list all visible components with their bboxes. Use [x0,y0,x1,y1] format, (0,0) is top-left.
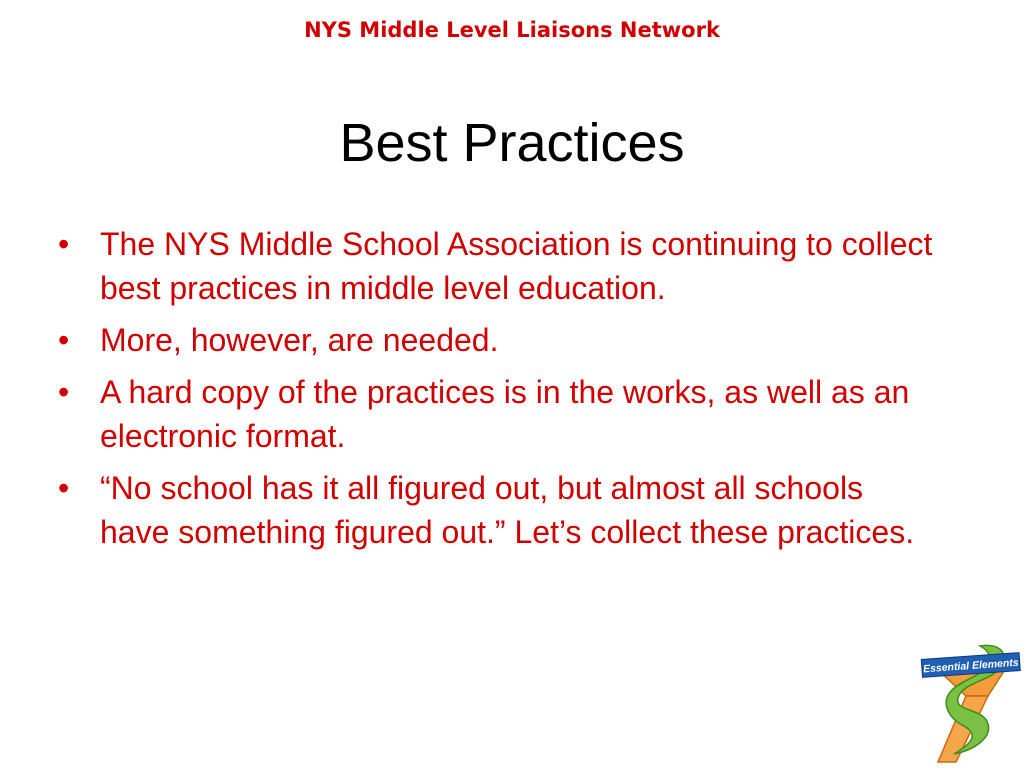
bullet-text: The NYS Middle School Association is continuing to collect best practices in middle level education. [100,226,933,306]
bullet-marker: • [58,374,70,410]
essential-elements-logo [918,638,1024,768]
logo-text: Essential Elements [922,656,1020,676]
bullet-item [58,370,938,458]
network-header: NYS Middle Level Liaisons Network [304,18,720,42]
bullet-item [58,466,938,554]
bullet-marker: • [58,470,70,506]
bullet-text: More, however, are needed. [100,322,499,358]
bullet-list [58,222,938,562]
bullet-text: A hard copy of the practices is in the works, as well as an electronic format. [100,374,910,454]
banner [921,653,1020,678]
slide-title: Best Practices [339,113,685,173]
bullet-item [58,318,938,362]
bullet-item [58,222,938,310]
bullet-marker: • [58,226,70,262]
bullet-marker: • [58,322,70,358]
bullet-text: “No school has it all figured out, but almost all schools have something figured out.” Let’s collect these practices. [100,470,915,550]
